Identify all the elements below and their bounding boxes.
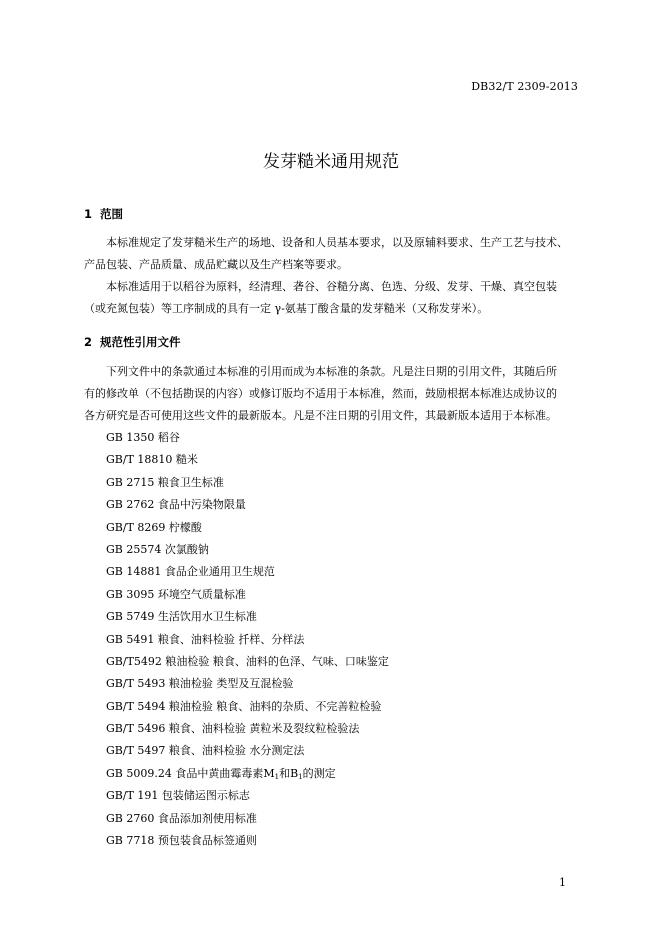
subscript: 1 [298,772,303,781]
reference-item: GB 7718 预包装食品标签通则 [106,834,257,848]
section-2-number: 2 [84,335,93,349]
reference-item: GB/T 18810 糙米 [106,453,198,467]
reference-item: GB/T 8269 柠檬酸 [106,520,202,534]
reference-list [106,427,389,852]
reference-item: GB 14881 食品企业通用卫生规范 [106,565,275,579]
reference-item: GB 25574 次氯酸钠 [106,542,209,556]
reference-item: GB/T 191 包装储运图示标志 [106,789,250,803]
reference-item: GB/T 5494 粮油检验 粮食、油料的杂质、不完善粒检验 [106,699,382,713]
paragraph-line: 本标准规定了发芽糙米生产的场地、设备和人员基本要求，以及原辅料要求、生产工艺与技术、 [106,236,568,249]
reference-item: GB 5749 生活饮用水卫生标准 [106,610,257,624]
reference-item: GB 5491 粮食、油料检验 扦样、分样法 [106,632,305,646]
paragraph-line: （或充氮包装）等工序制成的具有一定 γ-氨基丁酸含量的发芽糙米（又称发芽米）。 [84,302,489,315]
section-2-heading [84,334,181,350]
reference-item: GB 3095 环境空气质量标准 [106,587,246,601]
section-1-heading [84,206,123,222]
reference-item: GB/T 5493 粮油检验 类型及互混检验 [106,677,294,691]
reference-item: GB/T 5497 粮食、油料检验 水分测定法 [106,744,305,758]
reference-item: GB 1350 稻谷 [106,431,180,444]
section-1-title: 范围 [100,207,123,221]
paragraph-line: 本标准适用于以稻谷为原料，经清理、砻谷、谷糙分离、色选、分级、发芽、干燥、真空包装 [106,280,557,293]
paragraph-line: 产品包装、产品质量、成品贮藏以及生产档案等要求。 [84,258,348,271]
section-2-paragraph [84,361,580,427]
reference-item: GB 2762 食品中污染物限量 [106,498,246,512]
section-1-paragraph-2 [84,276,580,320]
page-number: 1 [559,876,566,889]
standard-code: DB32/T 2309-2013 [471,80,578,93]
document-title: 发芽糙米通用规范 [263,152,399,172]
section-1-number: 1 [84,207,93,221]
paragraph-line: 下列文件中的条款通过本标准的引用而成为本标准的条款。凡是注日期的引用文件，其随后所 [106,365,557,378]
paragraph-line: 各方研究是否可使用这些文件的最新版本。凡是不注日期的引用文件，其最新版本适用于本标准。 [84,409,557,422]
paragraph-line: 有的修改单（不包括勘误的内容）或修订版均不适用于本标准，然而，鼓励根据本标准达成协议的 [84,387,557,400]
reference-item-aflatoxin [106,763,389,785]
subscript: 1 [274,772,280,781]
reference-item: GB 2715 粮食卫生标准 [106,475,224,489]
reference-item: GB/T5492 粮油检验 粮食、油料的色泽、气味、口味鉴定 [106,654,389,668]
reference-item: GB/T 5496 粮食、油料检验 黄粒米及裂纹粒检验法 [106,722,360,736]
reference-item: GB 2760 食品添加剂使用标准 [106,811,257,825]
reference-text: 的测定 [302,766,336,780]
reference-text: GB 5009.24 食品中黄曲霉毒素M [106,766,275,780]
section-1-paragraph-1 [84,232,580,276]
reference-text: 和B [279,766,299,780]
section-2-title: 规范性引用文件 [100,335,181,349]
